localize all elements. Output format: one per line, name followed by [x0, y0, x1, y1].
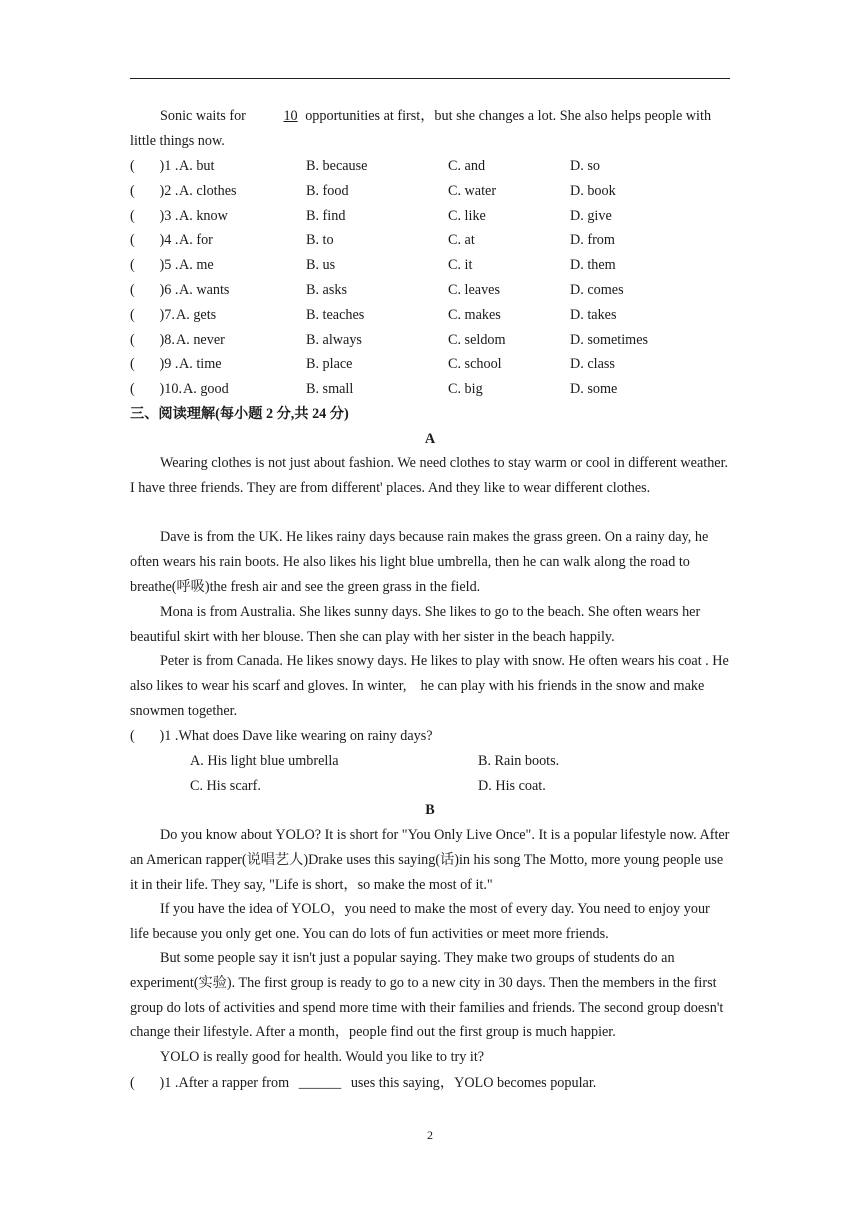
- option-a: A. but: [179, 158, 215, 174]
- option-c: C. seldom: [448, 331, 506, 348]
- page-number: 2: [427, 1128, 433, 1142]
- section-heading: 三、阅读理解(每小题 2 分,共 24 分): [130, 406, 349, 422]
- option-d: D. takes: [570, 306, 617, 323]
- option-a: A. never: [176, 331, 225, 348]
- option-b: B. food: [306, 182, 349, 199]
- option-a: A. gets: [176, 306, 217, 323]
- option-d: D. book: [570, 182, 616, 199]
- question-number: ( )10.: [130, 381, 183, 398]
- option-d: D. from: [570, 232, 615, 249]
- question-number: ( )7.: [130, 306, 175, 323]
- cloze-text-pre: Sonic waits for: [160, 108, 246, 124]
- option-b: B. always: [306, 331, 362, 348]
- option-b: B. us: [306, 257, 336, 274]
- question-pre: ( )1 .After a rapper from: [130, 1075, 290, 1091]
- question-post: uses this saying，YOLO becomes popular.: [350, 1075, 597, 1091]
- option-b: B. place: [306, 356, 353, 373]
- option-d: D. comes: [570, 282, 624, 298]
- option-d: D. them: [570, 257, 616, 274]
- question-number: ( )6 .: [130, 282, 179, 298]
- option-c: C. it: [448, 257, 473, 274]
- passage-b-para: YOLO is really good for health. Would you like to try it?: [160, 1049, 485, 1065]
- option-a: A. time: [179, 356, 222, 373]
- option-d: D. His coat.: [478, 778, 546, 794]
- passage-b-para: If you have the idea of YOLO，you need to make the most of every day. You need to enjoy your life because you only get one. You can do lots of fun activities or meet more friends.: [130, 901, 710, 942]
- question-number: ( )3 .: [130, 207, 179, 224]
- question-number: ( )1 .: [130, 158, 179, 174]
- passage-b-para: But some people say it isn't just a popular saying. They make two groups of students do an experiment(实验). The first group is ready to go to a new city in 30 days. Then the members in the first group do lots of activities and spend more time with their families and friends. The second group doesn't change their lifestyle. After a month，people find out the first group is much happier.: [130, 950, 724, 1041]
- option-d: D. so: [570, 158, 600, 174]
- option-b: B. Rain boots.: [478, 753, 560, 769]
- passage-b-para: Do you know about YOLO? It is short for "You Only Live Once". It is a popular lifestyle now. After an American rapper(说唱艺人)Drake uses this saying(话)in his song The Motto, more young people use it in their life. They say, "Life is short，so make the most of it.": [130, 827, 730, 893]
- option-c: C. at: [448, 232, 475, 249]
- question-blank: ______: [298, 1075, 342, 1091]
- option-c: C. like: [448, 207, 486, 224]
- header-rule: [130, 78, 730, 79]
- option-b: B. because: [306, 158, 368, 174]
- option-d: D. give: [570, 207, 612, 224]
- option-c: C. school: [448, 356, 502, 373]
- option-d: D. some: [570, 381, 618, 398]
- option-a: A. me: [179, 257, 214, 274]
- passage-a-para: Dave is from the UK. He likes rainy days because rain makes the grass green. On a rainy day, he often wears his rain boots. He also likes his light blue umbrella, then he can walk along the road to breathe(呼吸)the fresh air and see the green grass in the field.: [130, 529, 709, 595]
- question-number: ( )9 .: [130, 356, 179, 373]
- option-d: D. sometimes: [570, 331, 649, 348]
- question-number: ( )5 .: [130, 257, 179, 274]
- option-d: D. class: [570, 356, 615, 373]
- cloze-blank-10: 10: [283, 108, 298, 124]
- option-c: C. and: [448, 158, 486, 174]
- option-a: A. His light blue umbrella: [190, 753, 339, 769]
- passage-a-title: A: [424, 431, 436, 447]
- option-a: A. wants: [179, 282, 230, 298]
- passage-a-para: Peter is from Canada. He likes snowy days. He likes to play with snow. He often wears his coat . He also likes to wear his scarf and gloves. In winter, he can play with his friends in the snow and make snowmen together.: [130, 653, 729, 719]
- option-c: C. big: [448, 381, 483, 398]
- option-b: B. to: [306, 232, 334, 249]
- option-a: A. good: [183, 381, 229, 398]
- question-number: ( )8.: [130, 331, 175, 348]
- question-stem-text: ( )1 .What does Dave like wearing on rainy days?: [130, 728, 433, 744]
- passage-a-para: Wearing clothes is not just about fashion. We need clothes to stay warm or cool in different weather. I have three friends. They are from different' places. And they like to wear different clothes.: [130, 455, 729, 496]
- option-a: A. clothes: [179, 182, 237, 199]
- option-a: A. know: [179, 207, 228, 224]
- question-number: ( )2 .: [130, 182, 179, 199]
- option-c: C. water: [448, 182, 497, 199]
- option-b: B. asks: [306, 282, 347, 298]
- option-a: A. for: [179, 232, 213, 249]
- option-b: B. small: [306, 381, 354, 398]
- passage-b-question: [130, 1071, 596, 1096]
- option-b: B. teaches: [306, 306, 365, 323]
- option-c: C. leaves: [448, 282, 501, 298]
- option-c: C. His scarf.: [190, 778, 261, 794]
- cloze-passage-end: [130, 104, 730, 154]
- option-b: B. find: [306, 207, 346, 224]
- cloze-text-post: opportunities at first，but she changes a lot. She also helps people with little things now.: [130, 108, 712, 149]
- option-c: C. makes: [448, 306, 501, 323]
- passage-b-title: B: [425, 802, 435, 818]
- passage-a-para: Mona is from Australia. She likes sunny days. She likes to go to the beach. She often wears her beautiful skirt with her blouse. Then she can play with her sister in the beach happily.: [130, 604, 701, 645]
- question-number: ( )4 .: [130, 232, 179, 249]
